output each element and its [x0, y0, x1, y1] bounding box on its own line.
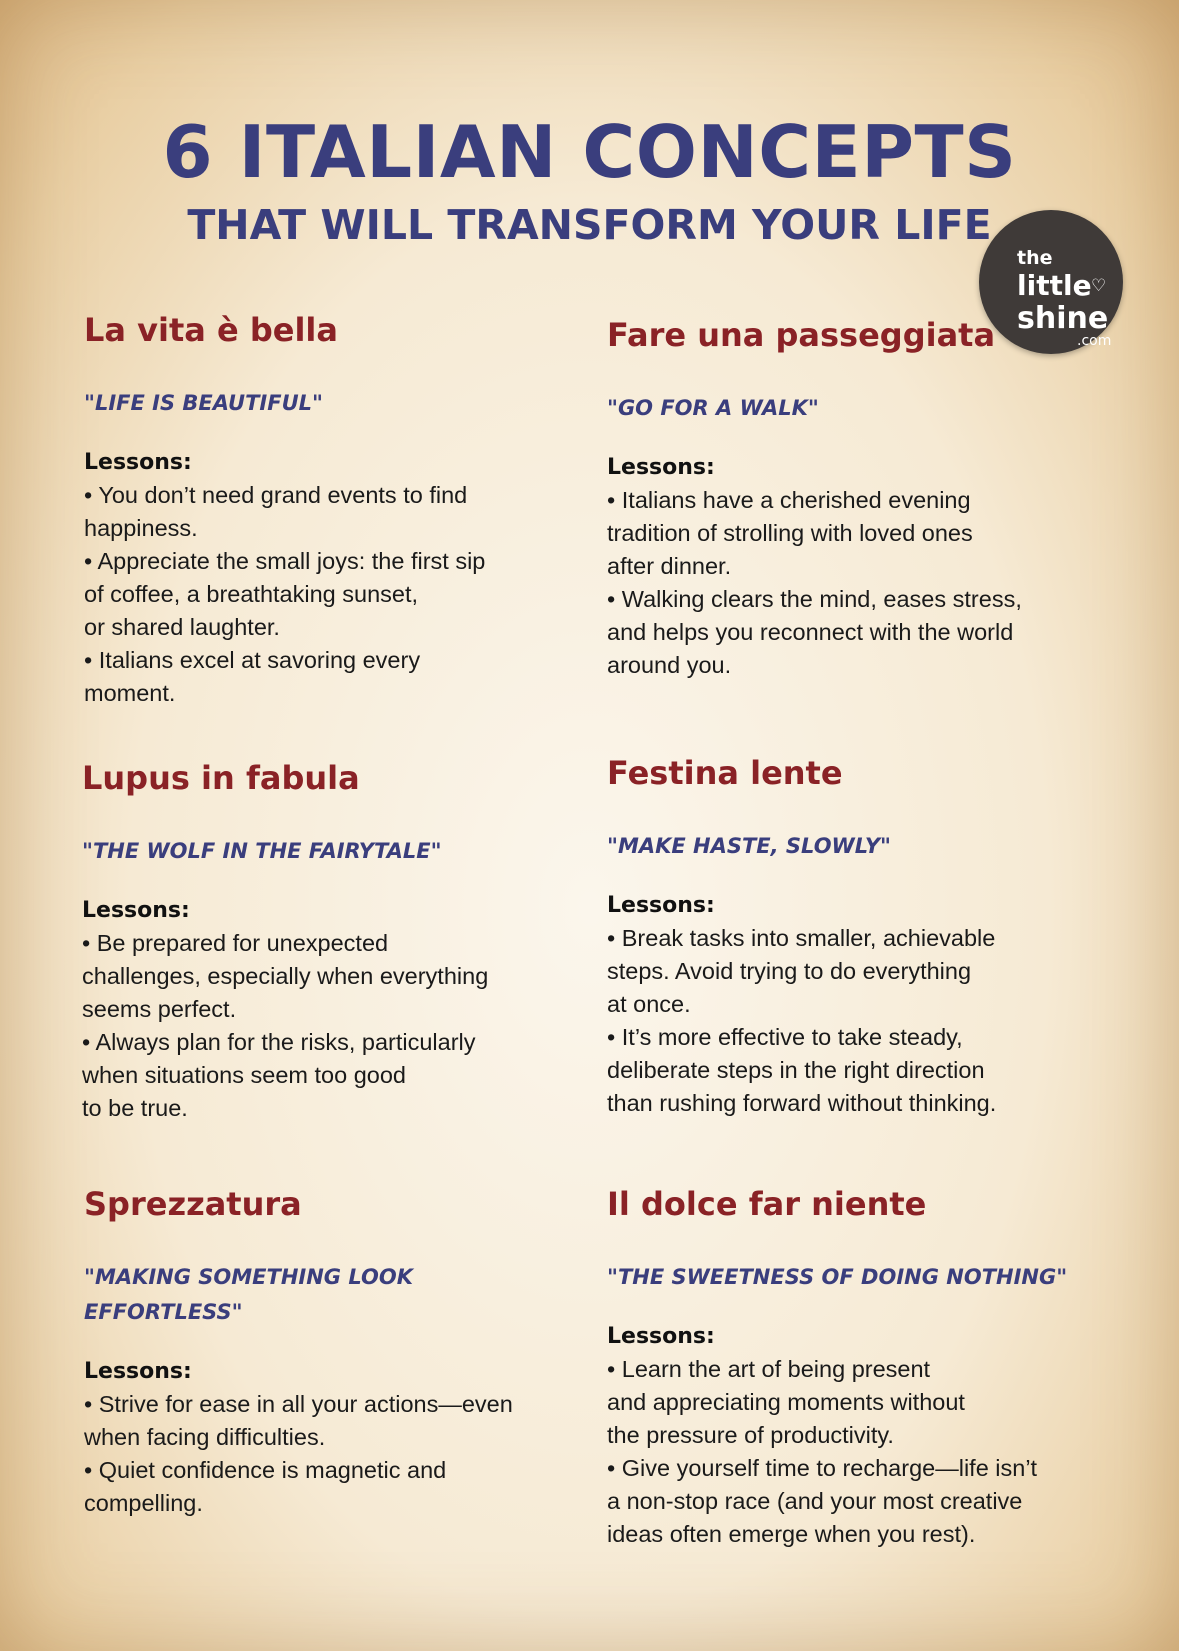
- lessons-label: Lessons:: [84, 450, 192, 475]
- lesson-line: a non-stop race (and your most creative: [607, 1488, 1023, 1514]
- lessons-label: Lessons:: [607, 1324, 715, 1349]
- lesson-line: • Learn the art of being present: [607, 1356, 931, 1382]
- page-subtitle: THAT WILL TRANSFORM YOUR LIFE: [187, 201, 992, 249]
- lessons-label: Lessons:: [82, 898, 190, 923]
- concept-translation: "MAKE HASTE, SLOWLY": [607, 834, 891, 858]
- concept-heading: Sprezzatura: [84, 1185, 302, 1223]
- lesson-line: • You don’t need grand events to find: [84, 482, 468, 508]
- lesson-line: • Italians excel at savoring every: [84, 647, 421, 673]
- lesson-line: ideas often emerge when you rest).: [607, 1521, 976, 1547]
- lesson-line: after dinner.: [607, 553, 732, 579]
- page-title: 6 ITALIAN CONCEPTS: [162, 110, 1017, 194]
- concept-heading: Fare una passeggiata: [607, 316, 996, 354]
- logo-text-little: little: [1017, 269, 1092, 302]
- lesson-line: or shared laughter.: [84, 614, 280, 640]
- lesson-line: and helps you reconnect with the world: [607, 619, 1014, 645]
- heart-icon: ♡: [1091, 276, 1107, 296]
- lesson-line: • Give yourself time to recharge—life isn’t: [607, 1455, 1038, 1481]
- lesson-line: • It’s more effective to take steady,: [607, 1024, 963, 1050]
- lesson-line: • Be prepared for unexpected: [82, 930, 389, 956]
- lesson-line: moment.: [84, 680, 176, 706]
- lesson-line: and appreciating moments without: [607, 1389, 965, 1415]
- lesson-line: • Quiet confidence is magnetic and: [84, 1457, 447, 1483]
- concept-translation: "THE SWEETNESS OF DOING NOTHING": [607, 1265, 1068, 1289]
- lesson-line: deliberate steps in the right direction: [607, 1057, 985, 1083]
- lesson-line: • Strive for ease in all your actions—even: [84, 1391, 513, 1417]
- lesson-line: than rushing forward without thinking.: [607, 1090, 997, 1116]
- lesson-line: • Always plan for the risks, particularly: [82, 1029, 476, 1055]
- concept-heading: La vita è bella: [84, 311, 338, 349]
- lessons-label: Lessons:: [607, 455, 715, 480]
- lesson-line: • Walking clears the mind, eases stress,: [607, 586, 1022, 612]
- concept-heading: Festina lente: [607, 754, 843, 792]
- lesson-line: compelling.: [84, 1490, 203, 1516]
- lesson-line: at once.: [607, 991, 691, 1017]
- concept-lupus-in-fabula: [82, 758, 582, 1125]
- concept-translation: "MAKING SOMETHING LOOK: [84, 1265, 413, 1289]
- lesson-line: • Appreciate the small joys: the first sip: [84, 548, 486, 574]
- lesson-line: • Italians have a cherished evening: [607, 487, 971, 513]
- lessons-label: Lessons:: [84, 1359, 192, 1384]
- concept-translation: "LIFE IS BEAUTIFUL": [84, 391, 323, 415]
- concept-festina-lente: [607, 753, 1107, 1120]
- lesson-line: of coffee, a breathtaking sunset,: [84, 581, 419, 607]
- concept-heading: Il dolce far niente: [607, 1185, 927, 1223]
- lesson-line: when facing difficulties.: [84, 1424, 326, 1450]
- lesson-line: tradition of strolling with loved ones: [607, 520, 973, 546]
- logo-text-com: .com: [1077, 333, 1112, 349]
- concept-heading: Lupus in fabula: [82, 759, 360, 797]
- lesson-line: seems perfect.: [82, 996, 237, 1022]
- lesson-line: to be true.: [82, 1095, 188, 1121]
- concept-translation: "THE WOLF IN THE FAIRYTALE": [82, 839, 442, 863]
- lesson-line: challenges, especially when everything: [82, 963, 489, 989]
- lessons-label: Lessons:: [607, 893, 715, 918]
- logo-text-shine: shine: [1017, 301, 1109, 336]
- logo-text-the: the: [1017, 247, 1053, 269]
- concept-translation: EFFORTLESS": [84, 1300, 243, 1324]
- lesson-line: when situations seem too good: [82, 1062, 406, 1088]
- lesson-line: the pressure of productivity.: [607, 1422, 894, 1448]
- concept-fare-una-passeggiata: [607, 315, 1107, 682]
- lesson-line: steps. Avoid trying to do everything: [607, 958, 972, 984]
- concept-sprezzatura: [84, 1184, 584, 1520]
- lesson-line: happiness.: [84, 515, 198, 541]
- concept-il-dolce-far-niente: [607, 1184, 1107, 1551]
- lesson-line: around you.: [607, 652, 732, 678]
- concept-la-vita-e-bella: [84, 310, 584, 710]
- lesson-line: • Break tasks into smaller, achievable: [607, 925, 996, 951]
- concept-translation: "GO FOR A WALK": [607, 396, 819, 420]
